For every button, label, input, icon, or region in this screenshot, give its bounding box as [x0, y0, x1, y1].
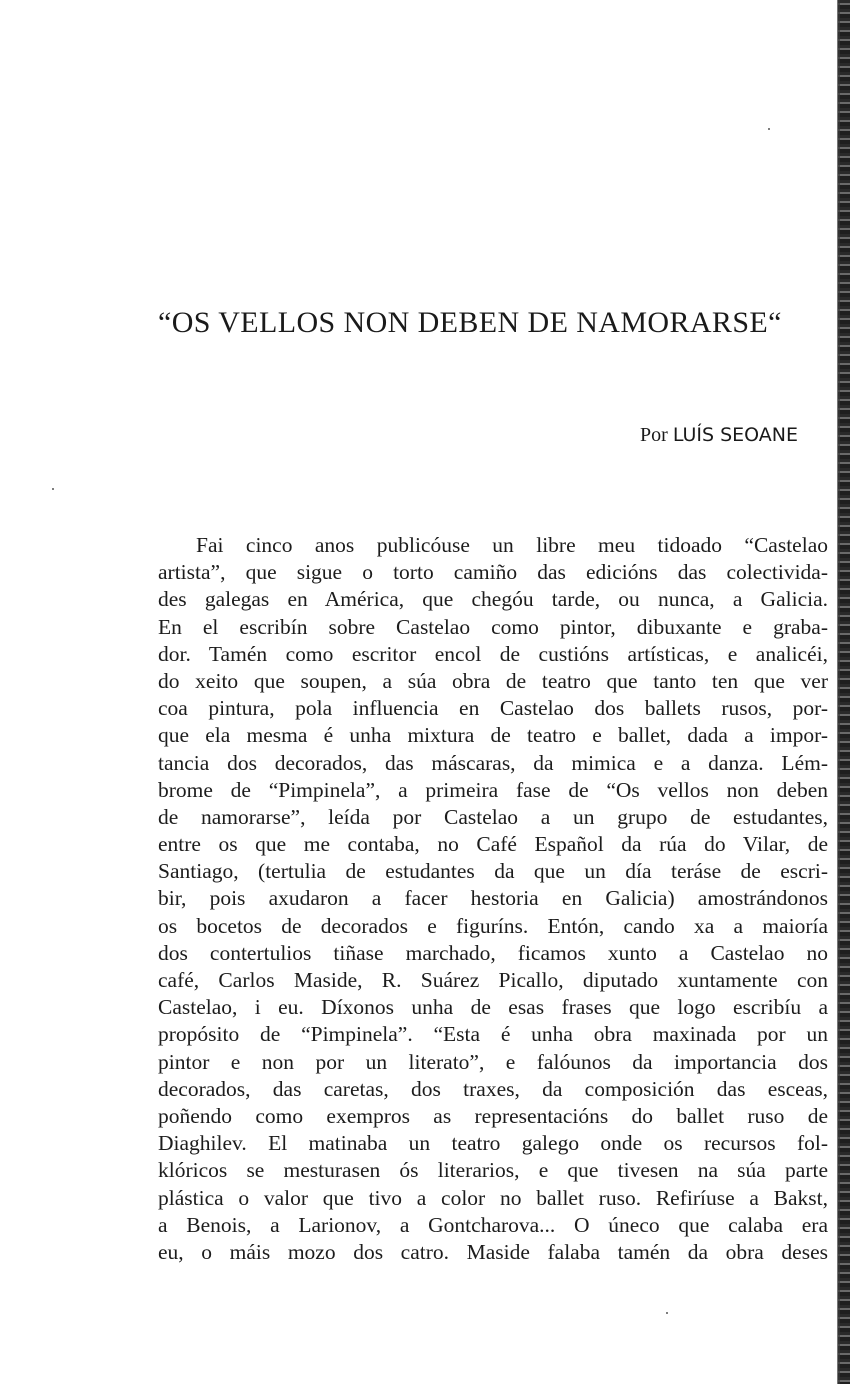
scan-speck [666, 1312, 668, 1314]
text-line: eu, o máis mozo dos catro. Maside falaba tamén da obra deses [158, 1239, 828, 1264]
text-line: des galegas en América, que chegóu tarde, ou nunca, a Galicia. [158, 587, 828, 612]
text-line: Santiago, (tertulia de estudantes da que un día teráse de escri- [158, 859, 828, 884]
text-line: coa pintura, pola influencia en Castelao dos ballets rusos, por- [158, 696, 828, 721]
document-title: “OS VELLOS NON DEBEN DE NAMORARSE“ [158, 306, 782, 339]
text-line: tancia dos decorados, das máscaras, da mimica e a danza. Lém- [158, 750, 828, 775]
text-line: dor. Tamén como escritor encol de custións artísticas, e analicéi, [158, 641, 828, 666]
text-line: brome de “Pimpinela”, a primeira fase de “Os vellos non deben [158, 777, 828, 802]
text-line: propósito de “Pimpinela”. “Esta é unha obra maxinada por un [158, 1022, 828, 1047]
text-line: bir, pois axudaron a facer hestoria en Galicia) amostrándonos [158, 886, 828, 911]
page-edge-line [837, 0, 840, 1384]
text-line: do xeito que soupen, a súa obra de teatro que tanto ten que ver [158, 668, 828, 693]
text-line: decorados, das caretas, dos traxes, da composición das esceas, [158, 1076, 828, 1101]
text-line: plástica o valor que tivo a color no ballet ruso. Refiríuse a Bakst, [158, 1185, 828, 1210]
text-line: café, Carlos Maside, R. Suárez Picallo, diputado xuntamente con [158, 968, 828, 992]
author-name: LUÍS SEOANE [672, 424, 798, 446]
scan-speck [768, 128, 770, 130]
text-line: klóricos se mesturasen ós literarios, e que tivesen na súa parte [158, 1158, 828, 1183]
text-line: Diaghilev. El matinaba un teatro galego onde os recursos fol- [158, 1131, 828, 1156]
author-line [500, 424, 798, 447]
text-line: a Benois, a Larionov, a Gontcharova... O úneco que calaba era [158, 1212, 828, 1237]
text-line: entre os que me contaba, no Café Español da rúa do Vilar, de [158, 832, 828, 857]
scan-speck [52, 488, 54, 490]
text-line: dos contertulios tiñase marchado, ficamos xunto a Castelao no [158, 940, 828, 965]
text-line: os bocetos de decorados e figuríns. Entón, cando xa a maioría [158, 913, 828, 938]
text-line: de namorarse”, leída por Castelao a un grupo de estudantes, [158, 804, 828, 829]
author-prefix: Por [640, 424, 668, 446]
text-line: Castelao, i eu. Díxonos unha de esas frases que logo escribíu a [158, 995, 828, 1020]
text-line: Fai cinco anos publicóuse un libre meu tidoado “Castelao [196, 533, 828, 557]
text-line: que ela mesma é unha mixtura de teatro e ballet, dada a impor- [158, 723, 828, 748]
text-line: artista”, que sigue o torto camiño das edicións das colectivida- [158, 560, 828, 585]
text-line: En el escribín sobre Castelao como pintor, dibuxante e graba- [158, 614, 828, 639]
body-paragraph [158, 532, 828, 1266]
text-line: pintor e non por un literato”, e falóunos da importancia dos [158, 1049, 828, 1074]
text-line: poñendo como exempros as representacións do ballet ruso de [158, 1103, 828, 1128]
